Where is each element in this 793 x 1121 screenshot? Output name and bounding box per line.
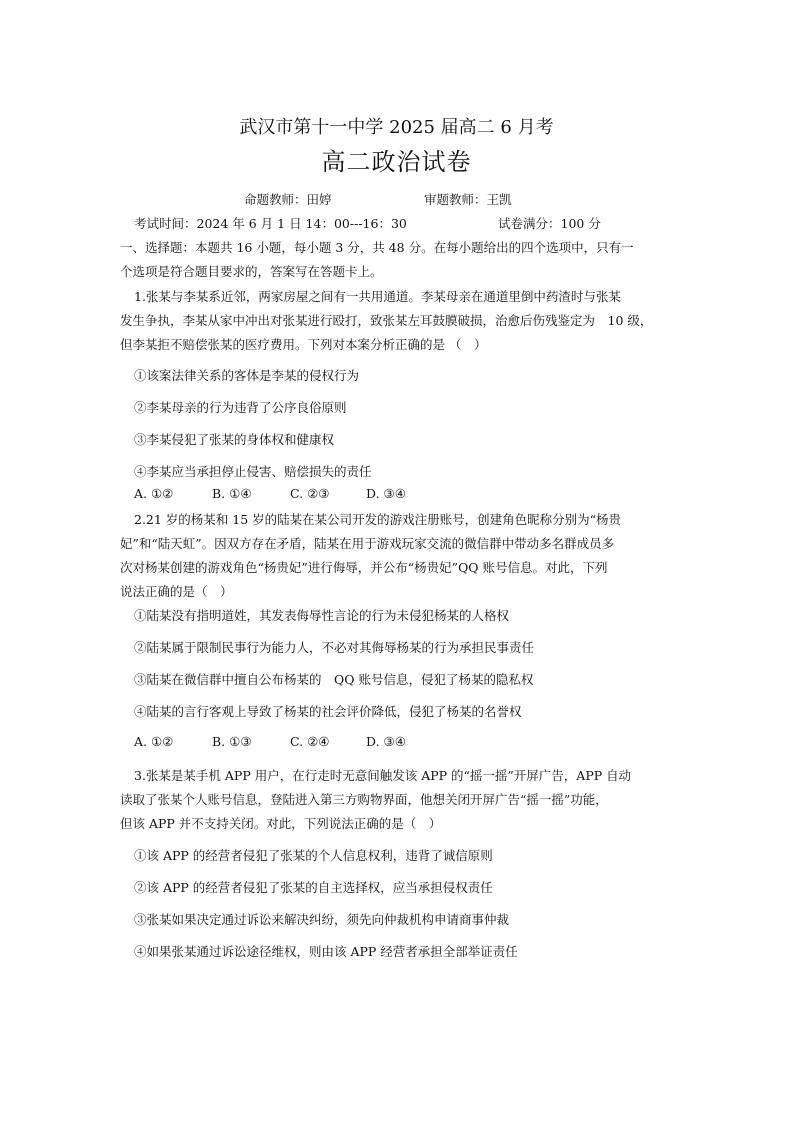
q1-stem-line-3: 但李某拒不赔偿张某的医疗费用。下列对本案分析正确的是 （ ） (120, 337, 487, 352)
q2-stem-line-2: 妃”和“陆天虹”。因双方存在矛盾，陆某在用于游戏玩家交流的微信群中带动多名群成员多 (120, 536, 615, 551)
author-line: 命题教师：田婷 (244, 192, 332, 207)
full-score: 试卷满分：100 分 (498, 216, 601, 231)
q2-option-b: B. ①③ (212, 734, 252, 749)
q1-item-3: ③李某侵犯了张某的身体权和健康权 (134, 432, 335, 447)
q2-option-c: C. ②④ (290, 734, 330, 749)
q1-option-a: A. ①② (134, 486, 174, 501)
q1-item-4: ④李某应当承担停止侵害、赔偿损失的责任 (134, 464, 372, 479)
q2-item-4: ④陆某的言行客观上导致了杨某的社会评价降低，侵犯了杨某的名誉权 (134, 704, 522, 719)
q3-item-4: ④如果张某通过诉讼途径维权，则由该 APP 经营者承担全部举证责任 (134, 944, 518, 959)
q2-option-a: A. ①② (134, 734, 174, 749)
q2-stem-line-3: 次对杨某创建的游戏角色“杨贵妃”进行侮辱，并公布“杨贵妃”QQ 账号信息。对此，下列 (120, 560, 608, 575)
paper-title: 高二政治试卷 (321, 148, 472, 176)
q2-item-2: ②陆某属于限制民事行为能力人，不必对其侮辱杨某的行为承担民事责任 (134, 640, 535, 655)
q3-item-3: ③张某如果决定通过诉讼来解决纠纷，须先向仲裁机构申请商事仲裁 (134, 912, 510, 927)
instructions-line-2: 个选项是符合题目要求的，答案写在答题卡上。 (120, 264, 383, 279)
q1-option-b: B. ①④ (212, 486, 252, 501)
school-exam-title: 武汉市第十一中学 2025 届高二 6 月考 (239, 117, 554, 138)
q1-option-c: C. ②③ (290, 486, 330, 501)
q2-item-1: ①陆某没有指明道姓，其发表侮辱性言论的行为未侵犯杨某的人格权 (134, 608, 510, 623)
q3-stem-line-3: 但该 APP 并不支持关闭。对此，下列说法正确的是（ ） (120, 816, 442, 831)
exam-time: 考试时间：2024 年 6 月 1 日 14：00---16：30 (134, 216, 407, 231)
q3-item-2: ②该 APP 的经营者侵犯了张某的自主选择权，应当承担侵权责任 (134, 880, 493, 895)
q1-stem-line-2: 发生争执，李某从家中冲出对张某进行殴打，致张某左耳鼓膜破损，治愈后伤残鉴定为 10 级， (120, 313, 653, 328)
q2-stem-line-4: 说法正确的是（ ） (120, 584, 233, 599)
q1-stem-line-1: 1.张某与李某系近邻，两家房屋之间有一共用通道。李某母亲在通道里倒中药渣时与张某 (134, 289, 621, 304)
q1-option-d: D. ③④ (366, 486, 406, 501)
q2-item-3: ③陆某在微信群中擅自公布杨某的 QQ 账号信息，侵犯了杨某的隐私权 (134, 672, 534, 687)
q3-stem-line-2: 读取了张某个人账号信息，登陆进入第三方购物界面，他想关闭开屏广告“摇一摇”功能， (120, 792, 608, 807)
reviewer-line: 审题教师：王凯 (424, 192, 512, 207)
q2-stem-line-1: 2.21 岁的杨某和 15 岁的陆某在某公司开发的游戏注册账号，创建角色昵称分别为“杨贵 (134, 512, 622, 527)
q1-item-2: ②李某母亲的行为违背了公序良俗原则 (134, 400, 347, 415)
instructions-line-1: 一、选择题：本题共 16 小题，每小题 3 分，共 48 分。在每小题给出的四个选项中，只有一 (120, 240, 634, 255)
q3-item-1: ①该 APP 的经营者侵犯了张某的个人信息权利，违背了诚信原则 (134, 848, 493, 863)
q1-item-1: ①该案法律关系的客体是李某的侵权行为 (134, 368, 360, 383)
q3-stem-line-1: 3.张某是某手机 APP 用户，在行走时无意间触发该 APP 的“摇一摇”开屏广告，APP 自动 (134, 768, 632, 783)
q2-option-d: D. ③④ (366, 734, 406, 749)
